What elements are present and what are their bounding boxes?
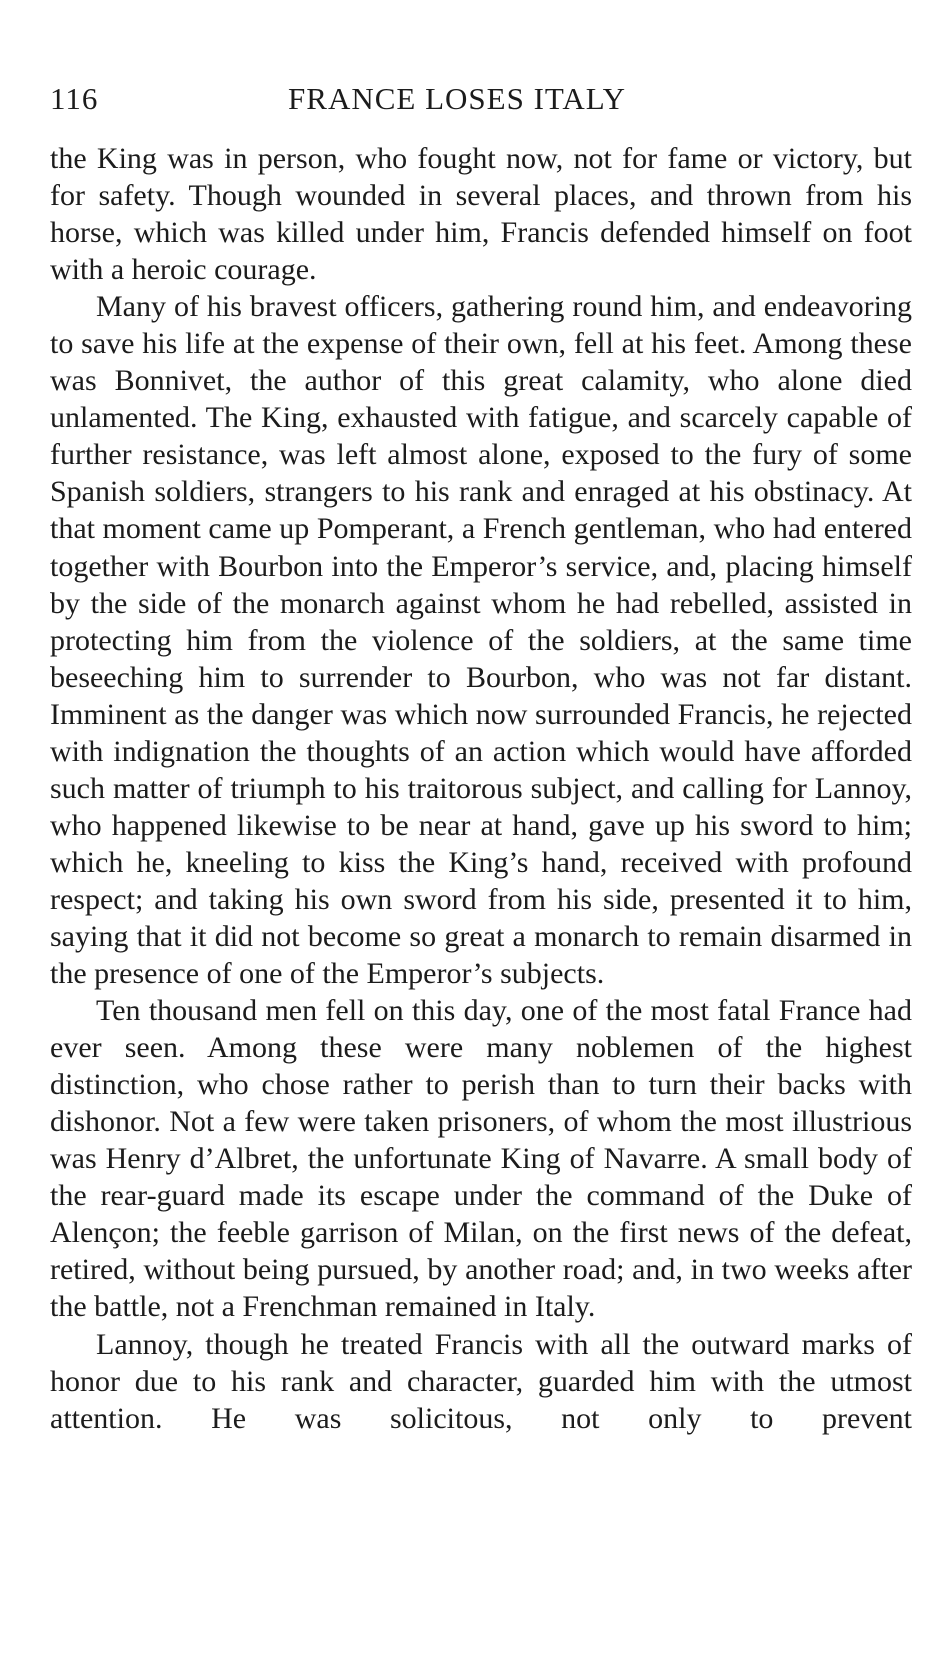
running-title: FRANCE LOSES ITALY	[288, 81, 626, 116]
running-head	[50, 76, 912, 122]
paragraph-continuation: the King was in person, who fought now, not for fame or victory, but for safety. Though wounded in several places, and thrown from his horse, which was killed under him, Francis defended himself on foot with a heroic courage.	[50, 142, 912, 287]
paragraph-officers: Many of his bravest officers, gathering round him, and endeavoring to save his life at the expense of their own, fell at his feet. Among these was Bonnivet, the author of this great calamity, who alone died unlamented. The King, exhausted with fatigue, and scarcely capable of further resistance, was left almost alone, exposed to the fury of some Spanish soldiers, strangers to his rank and enraged at his obstinacy. At that moment came up Pomperant, a French gentleman, who had entered together with Bourbon into the Emperor’s service, and, placing himself by the side of the monarch against whom he had rebelled, assisted in protecting him from the violence of the soldiers, at the same time beseeching him to surrender to Bourbon, who was not far distant. Imminent as the danger was which now surrounded Francis, he rejected with indignation the thoughts of an action which would have afforded such matter of triumph to his traitorous subject, and calling for Lannoy, who happened likewise to be near at hand, gave up his sword to him; which he, kneeling to kiss the King’s hand, received with profound respect; and taking his own sword from his side, presented it to him, saying that it did not become so great a monarch to remain disarmed in the presence of one of the Emperor’s subjects.	[50, 290, 912, 991]
paragraph-lannoy: Lannoy, though he treated Francis with all the outward marks of honor due to his rank and character, guarded him with the utmost attention. He was solicitous, not only to prevent	[50, 1327, 912, 1435]
page-number: 116	[50, 81, 99, 116]
body-text	[50, 140, 912, 1437]
paragraph-casualties: Ten thousand men fell on this day, one of the most fatal France had ever seen. Among these were many noblemen of the highest distinction, who chose rather to perish than to turn their backs with dishonor. Not a few were taken prisoners, of whom the most illustrious was Henry d’Albret, the unfortunate King of Navarre. A small body of the rear-guard made its escape under the command of the Duke of Alençon; the feeble garrison of Milan, on the first news of the defeat, retired, without being pursued, by another road; and, in two weeks after the battle, not a Frenchman remained in Italy.	[50, 994, 912, 1324]
